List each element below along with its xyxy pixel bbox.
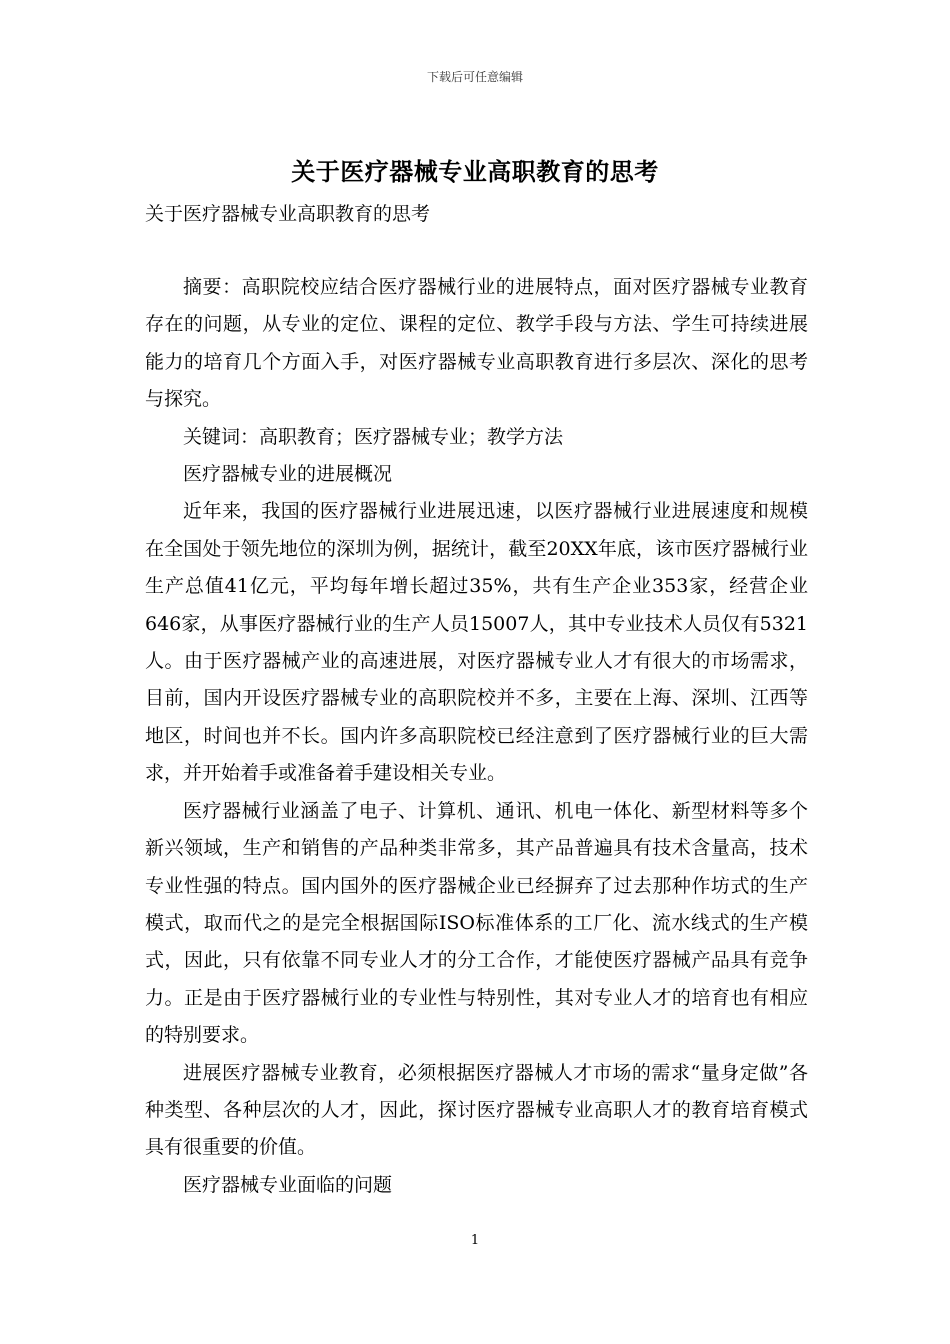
- page-number: 1: [470, 1233, 480, 1248]
- section-heading-overview: 医疗器械专业的进展概况: [183, 463, 393, 486]
- body-paragraph: 近年来，我国的医疗器械行业进展迅速，以医疗器械行业进展速度和规模在全国处于领先地位的深圳为例，据统计，截至20XX年底，该市医疗器械行业生产总值41亿元，平均每年增长超过35%，共有生产企业353家，经营企业646家，从事医疗器械行业的生产人员15007人，其中专业技术人员仅有5321人。由于医疗器械产业的高速进展，对医疗器械专业人才有很大的市场需求，目前，国内开设医疗器械专业的高职院校并不多，主要在上海、深圳、江西等地区，时间也并不长。国内许多高职院校已经注意到了医疗器械行业的巨大需求，并开始着手或准备着手建设相关专业。: [145, 500, 808, 785]
- document-title: 关于医疗器械专业高职教育的思考: [291, 157, 659, 186]
- body-paragraph: 进展医疗器械专业教育，必须根据医疗器械人才市场的需求“量身定做”各种类型、各种层次的人才，因此，探讨医疗器械专业高职人才的教育培育模式具有很重要的价值。: [145, 1061, 808, 1159]
- body-paragraph: 医疗器械行业涵盖了电子、计算机、通讯、机电一体化、新型材料等多个新兴领域，生产和销售的产品种类非常多，其产品普遍具有技术含量高，技术专业性强的特点。国内国外的医疗器械企业已经摒弃了过去那种作坊式的生产模式，取而代之的是完全根据国际ISO标准体系的工厂化、流水线式的生产模式，因此，只有依靠不同专业人才的分工合作，才能使医疗器械产品具有竞争力。正是由于医疗器械行业的专业性与特别性，其对专业人才的培育也有相应的特别要求。: [145, 799, 808, 1047]
- abstract-paragraph: 摘要：高职院校应结合医疗器械行业的进展特点，面对医疗器械专业教育存在的问题，从专业的定位、课程的定位、教学手段与方法、学生可持续进展能力的培育几个方面入手，对医疗器械专业高职教育进行多层次、深化的思考与探究。: [145, 276, 808, 411]
- document-subtitle: 关于医疗器械专业高职教育的思考: [145, 203, 431, 225]
- keywords-paragraph: 关键词：高职教育；医疗器械专业；教学方法: [183, 425, 564, 448]
- header-note: 下载后可任意编辑: [426, 70, 523, 84]
- section-heading-problems: 医疗器械专业面临的问题: [183, 1173, 393, 1196]
- blank-line: [145, 233, 808, 269]
- document-body: [145, 196, 808, 1204]
